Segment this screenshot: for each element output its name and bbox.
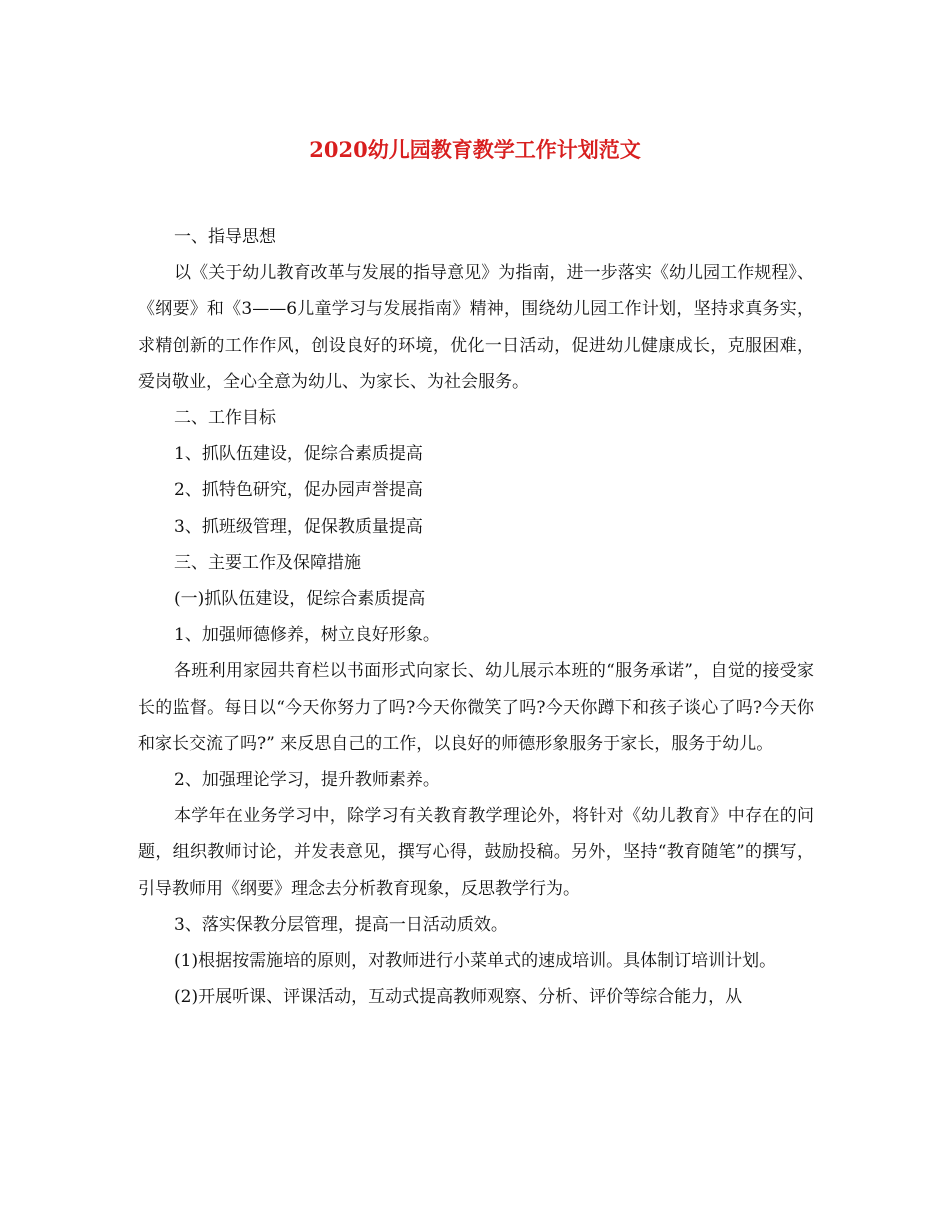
goal-item-1: 1、抓队伍建设，促综合素质提高 (174, 444, 423, 465)
item-ethics: 1、加强师德修养，树立良好形象。 (174, 625, 440, 646)
paragraph-training: (1)根据按需施培的原则，对教师进行小菜单式的速成培训。具体制订培训计划。 (174, 951, 777, 972)
paragraph-lesson-review: (2)开展听课、评课活动，互动式提高教师观察、分析、评价等综合能力，从 (174, 987, 743, 1008)
paragraph-guiding-ideology: 以《关于幼儿教育改革与发展的指导意见》为指南，进一步落实《幼儿园工作规程》、《纲要》和《3——6儿童学习与发展指南》精神，围绕幼儿园工作计划，坚持求真务实，求精创新的工作作风，创设良好的环境，优化一日活动，促进幼儿健康成长，克服困难，爱岗敬业，全心全意为幼儿、为家长、为社会服务。 (138, 263, 814, 392)
heading-work-goals: 二、工作目标 (174, 408, 276, 429)
document-title: 2020幼儿园教育教学工作计划范文 (309, 137, 641, 162)
goal-item-3: 3、抓班级管理，促保教质量提高 (174, 516, 423, 537)
document-body (138, 219, 814, 1015)
heading-main-work: 三、主要工作及保障措施 (174, 552, 361, 573)
subheading-team-building: (一)抓队伍建设，促综合素质提高 (174, 589, 426, 610)
paragraph-ethics: 各班利用家园共育栏以书面形式向家长、幼儿展示本班的“服务承诺”，自觉的接受家长的监督。每日以“今天你努力了吗?今天你微笑了吗?今天你蹲下和孩子谈心了吗?今天你和家长交流了吗?” 来反思自己的工作，以良好的师德形象服务于家长，服务于幼儿。 (138, 661, 814, 754)
item-layered-management: 3、落实保教分层管理，提高一日活动质效。 (174, 914, 508, 935)
paragraph-theory-study: 本学年在业务学习中，除学习有关教育教学理论外，将针对《幼儿教育》中存在的问题，组织教师讨论，并发表意见，撰写心得，鼓励投稿。另外，坚持“教育随笔”的撰写，引导教师用《纲要》理念去分析教育现象，反思教学行为。 (138, 806, 814, 899)
goal-item-2: 2、抓特色研究，促办园声誉提高 (174, 480, 423, 501)
heading-guiding-ideology: 一、指导思想 (174, 227, 276, 247)
item-theory-study: 2、加强理论学习，提升教师素养。 (174, 770, 440, 791)
